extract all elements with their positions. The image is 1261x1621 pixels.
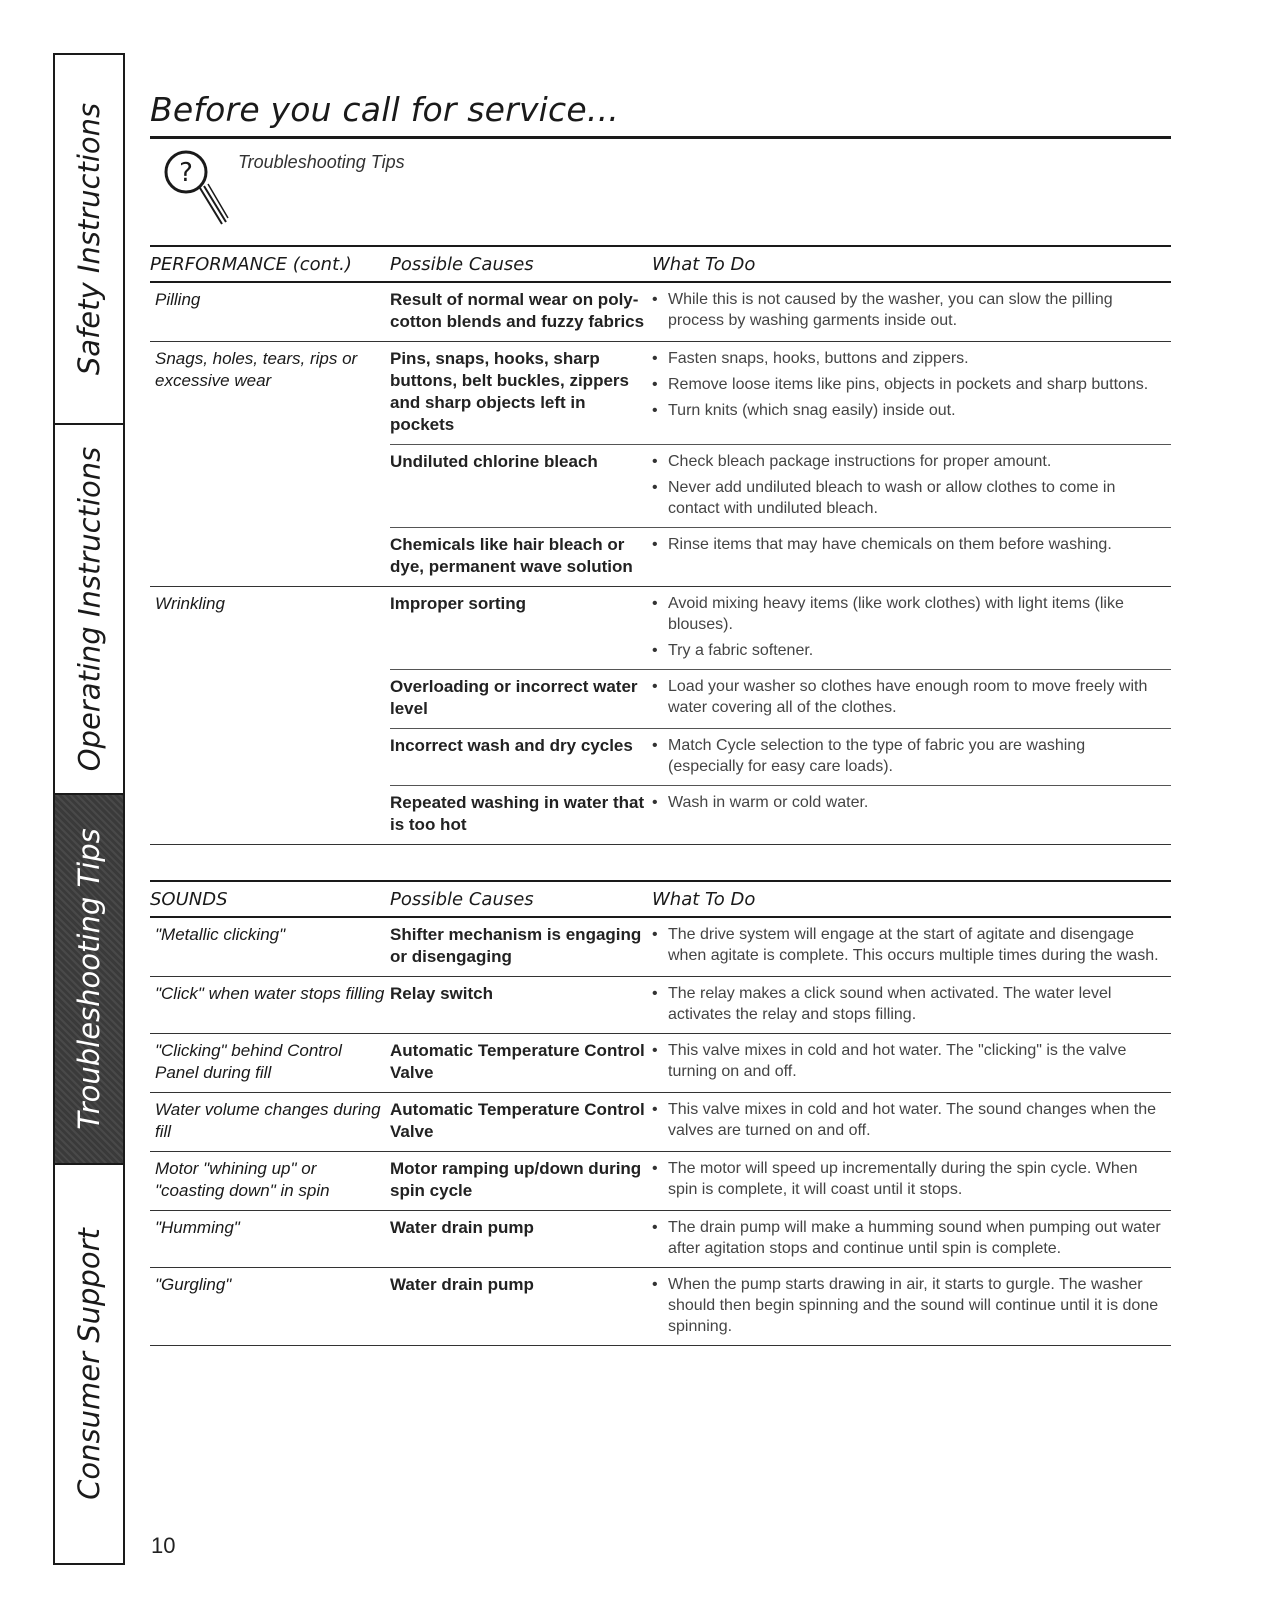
problem-group <box>150 1211 1171 1268</box>
what-to-do-item: • Wash in warm or cold water. <box>652 792 1165 813</box>
possible-cause: Undiluted chlorine bleach <box>390 452 598 471</box>
possible-cause: Automatic Temperature Control Valve <box>390 1041 645 1082</box>
title-divider <box>150 136 1171 139</box>
table-body <box>150 918 1171 1346</box>
page-number: 10 <box>151 1533 176 1558</box>
possible-cause: Incorrect wash and dry cycles <box>390 736 633 755</box>
header-problem: PERFORMANCE (cont.) <box>150 253 352 275</box>
possible-cause: Shifter mechanism is engaging or disengaging <box>390 925 642 966</box>
problem-label: Wrinkling <box>155 594 225 613</box>
table-row <box>390 786 1171 844</box>
table-row <box>390 587 1171 670</box>
possible-cause: Improper sorting <box>390 594 527 613</box>
problem-label: "Metallic clicking" <box>155 925 286 944</box>
problem-label: Snags, holes, tears, rips or excessive wear <box>155 349 358 390</box>
section-tabs <box>53 53 125 1565</box>
table-header <box>150 880 1171 918</box>
tab-label: Safety Instructions <box>72 102 106 376</box>
what-to-do-item: • The drive system will engage at the start of agitate and disengage when agitate is complete. This occurs multiple times during the wash. <box>652 924 1165 966</box>
table-row <box>390 342 1171 445</box>
table-row <box>390 670 1171 729</box>
problem-group <box>150 342 1171 587</box>
tab-consumer-support[interactable] <box>55 1165 123 1563</box>
table-row <box>390 1093 1171 1151</box>
tab-troubleshooting-tips[interactable] <box>55 795 123 1165</box>
table-row <box>390 445 1171 528</box>
problem-group <box>150 1152 1171 1211</box>
tab-operating-instructions[interactable] <box>55 425 123 795</box>
possible-cause: Repeated washing in water that is too hot <box>390 793 645 834</box>
possible-cause: Automatic Temperature Control Valve <box>390 1100 645 1141</box>
what-to-do-item: • Match Cycle selection to the type of fabric you are washing (especially for easy care loads). <box>652 735 1165 777</box>
what-to-do-item: • The drain pump will make a humming sound when pumping out water after agitation stops and continue until spin is complete. <box>652 1217 1165 1259</box>
possible-cause: Water drain pump <box>390 1218 534 1237</box>
table-header <box>150 245 1171 283</box>
performance-table <box>150 245 1171 845</box>
page-title: Before you call for service... <box>150 90 619 129</box>
problem-group <box>150 283 1171 342</box>
what-to-do-item: • This valve mixes in cold and hot water. The sound changes when the valves are turned on and off. <box>652 1099 1165 1141</box>
what-to-do-item: • While this is not caused by the washer, you can slow the pilling process by washing garments inside out. <box>652 289 1165 331</box>
table-row <box>390 1211 1171 1267</box>
table-row <box>390 1034 1171 1092</box>
what-to-do-item: • The motor will speed up incrementally during the spin cycle. When spin is complete, it will coast until it stops. <box>652 1158 1165 1200</box>
problem-group <box>150 977 1171 1034</box>
tab-label: Operating Instructions <box>72 446 106 772</box>
question-magnifier-icon <box>162 148 242 238</box>
problem-group <box>150 918 1171 977</box>
table-row <box>390 729 1171 786</box>
what-to-do-item: • Never add undiluted bleach to wash or allow clothes to come in contact with undiluted bleach. <box>652 477 1165 519</box>
tab-safety-instructions[interactable] <box>55 55 123 425</box>
header-what-to-do: What To Do <box>652 253 756 275</box>
header-what-to-do: What To Do <box>652 888 756 910</box>
what-to-do-item: • Try a fabric softener. <box>652 640 1165 661</box>
table-row <box>390 283 1171 341</box>
what-to-do-item: • Avoid mixing heavy items (like work clothes) with light items (like blouses). <box>652 593 1165 635</box>
problem-label: "Humming" <box>155 1218 240 1237</box>
header-problem: SOUNDS <box>150 888 228 910</box>
possible-cause: Motor ramping up/down during spin cycle <box>390 1159 642 1200</box>
what-to-do-item: • Rinse items that may have chemicals on them before washing. <box>652 534 1165 555</box>
sounds-table <box>150 880 1171 1346</box>
table-row <box>390 977 1171 1033</box>
header-causes: Possible Causes <box>390 888 534 910</box>
possible-cause: Relay switch <box>390 984 493 1003</box>
table-body <box>150 283 1171 845</box>
what-to-do-item: • Check bleach package instructions for proper amount. <box>652 451 1165 472</box>
possible-cause: Overloading or incorrect water level <box>390 677 638 718</box>
problem-label: Pilling <box>155 290 201 309</box>
possible-cause: Result of normal wear on poly-cotton blends and fuzzy fabrics <box>390 290 645 331</box>
problem-group <box>150 1093 1171 1152</box>
problem-label: "Click" when water stops filling <box>155 984 385 1003</box>
table-row <box>390 528 1171 586</box>
problem-label: Water volume changes during fill <box>155 1100 381 1141</box>
possible-cause: Chemicals like hair bleach or dye, permanent wave solution <box>390 535 633 576</box>
what-to-do-item: • Load your washer so clothes have enough room to move freely with water covering all of the clothes. <box>652 676 1165 718</box>
what-to-do-item: • Turn knits (which snag easily) inside out. <box>652 400 1165 421</box>
what-to-do-item: • The relay makes a click sound when activated. The water level activates the relay and stops filling. <box>652 983 1165 1025</box>
problem-label: Motor "whining up" or "coasting down" in spin <box>155 1159 330 1200</box>
what-to-do-item: • Remove loose items like pins, objects in pockets and sharp buttons. <box>652 374 1165 395</box>
tab-label: Troubleshooting Tips <box>72 828 107 1130</box>
problem-label: "Clicking" behind Control Panel during fill <box>155 1041 342 1082</box>
svg-text:?: ? <box>179 158 193 188</box>
section-subtitle: Troubleshooting Tips <box>238 152 405 172</box>
problem-group <box>150 1268 1171 1346</box>
what-to-do-item: • When the pump starts drawing in air, it starts to gurgle. The washer should then begin spinning and the sound will continue until it is done spinning. <box>652 1274 1165 1337</box>
possible-cause: Pins, snaps, hooks, sharp buttons, belt buckles, zippers and sharp objects left in pockets <box>390 349 629 434</box>
table-row <box>390 918 1171 976</box>
table-row <box>390 1268 1171 1345</box>
what-to-do-item: • Fasten snaps, hooks, buttons and zippers. <box>652 348 1165 369</box>
tab-label: Consumer Support <box>72 1228 107 1500</box>
problem-group <box>150 587 1171 845</box>
problem-label: "Gurgling" <box>155 1275 232 1294</box>
header-causes: Possible Causes <box>390 253 534 275</box>
what-to-do-item: • This valve mixes in cold and hot water. The "clicking" is the valve turning on and off. <box>652 1040 1165 1082</box>
possible-cause: Water drain pump <box>390 1275 534 1294</box>
problem-group <box>150 1034 1171 1093</box>
table-row <box>390 1152 1171 1210</box>
